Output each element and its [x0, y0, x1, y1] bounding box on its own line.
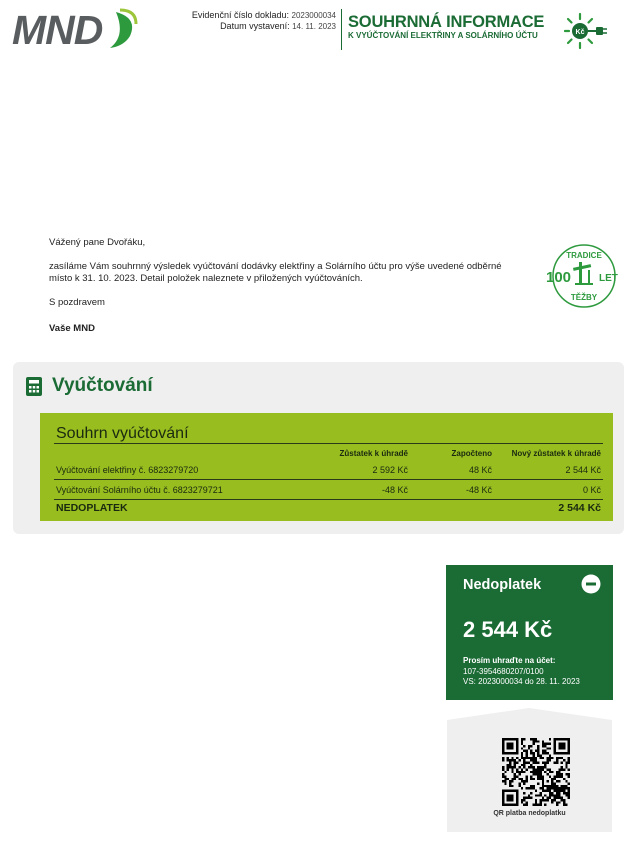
table-header-row — [54, 446, 603, 460]
total-label: NEDOPLATEK — [54, 500, 288, 517]
letter-body: zasíláme Vám souhrnný výsledek vyúčtování dodávky elektřiny a Solárního účtu pro výše uvedené odběrné místo k 31. 10. 2023. Detail položek naleznete v přiložených vyúčtováních. — [49, 261, 502, 284]
table-row — [54, 480, 603, 500]
mnd-logo — [12, 6, 138, 50]
row-label: Vyúčtování Solárního účtu č. 6823279721 — [54, 480, 288, 500]
column-header: Zůstatek k úhradě — [339, 448, 408, 458]
column-header: Započteno — [451, 448, 492, 458]
summary-title: Souhrn vyúčtování — [56, 425, 189, 442]
letter-closing: S pozdravem — [49, 297, 105, 308]
column-header — [54, 446, 288, 460]
doc-number-label: Evidenční číslo dokladu: — [191, 10, 289, 20]
badge-right: LET — [599, 273, 618, 284]
issue-date: 14. 11. 2023 — [292, 22, 336, 31]
row-balance: 2 592 Kč — [288, 460, 410, 480]
document-title — [348, 13, 544, 41]
payment-account: 107-3954680207/0100 — [463, 666, 544, 676]
payment-amount: 2 544 Kč — [463, 617, 553, 642]
letter-greeting: Vážený pane Dvořáku, — [49, 237, 146, 248]
total-row — [54, 500, 603, 517]
payment-title: Nedoplatek — [463, 577, 542, 593]
total-spacer — [288, 500, 410, 517]
total-value: 2 544 Kč — [494, 500, 603, 517]
row-balance: -48 Kč — [288, 480, 410, 500]
payment-instructions — [463, 656, 580, 688]
summary-title-underline — [54, 443, 603, 444]
payment-instruction: Prosím uhraďte na účet: — [463, 656, 556, 665]
row-offset: 48 Kč — [410, 460, 494, 480]
title-line-1: SOUHRNNÁ INFORMACE — [348, 13, 545, 31]
title-line-2: K VYÚČTOVÁNÍ ELEKTŘINY A SOLÁRNÍHO ÚČTU — [348, 31, 538, 40]
sun-plug-icon — [564, 11, 608, 51]
oil-pump-icon — [573, 262, 593, 285]
header-divider — [341, 9, 342, 50]
badge-number: 100 — [546, 269, 572, 286]
cover-letter — [49, 237, 519, 335]
badge-bottom: TĚŽBY — [570, 293, 598, 302]
currency-symbol: Kč — [575, 29, 585, 36]
row-label: Vyúčtování elektřiny č. 6823279720 — [54, 460, 288, 480]
doc-number: 2023000034 — [291, 11, 336, 20]
summary-table — [54, 446, 603, 516]
table-row — [54, 460, 603, 480]
qr-code — [502, 738, 570, 806]
issue-date-label: Datum vystavení: — [220, 21, 290, 31]
logo-text: MND — [12, 7, 103, 50]
document-info — [150, 10, 336, 32]
settlement-title: Vyúčtování — [52, 375, 153, 396]
row-new-balance: 2 544 Kč — [494, 460, 603, 480]
total-spacer — [410, 500, 494, 517]
row-new-balance: 0 Kč — [494, 480, 603, 500]
tradition-badge — [544, 242, 624, 310]
payment-vs: VS: 2023000034 do 28. 11. 2023 — [463, 677, 580, 686]
qr-label: QR platba nedoplatku — [493, 810, 566, 817]
letter-signature: Vaše MND — [49, 323, 95, 334]
row-offset: -48 Kč — [410, 480, 494, 500]
calculator-icon — [26, 377, 42, 396]
column-header: Nový zůstatek k úhradě — [511, 448, 601, 458]
minus-circle-icon — [581, 574, 601, 594]
badge-top: TRADICE — [566, 251, 602, 260]
